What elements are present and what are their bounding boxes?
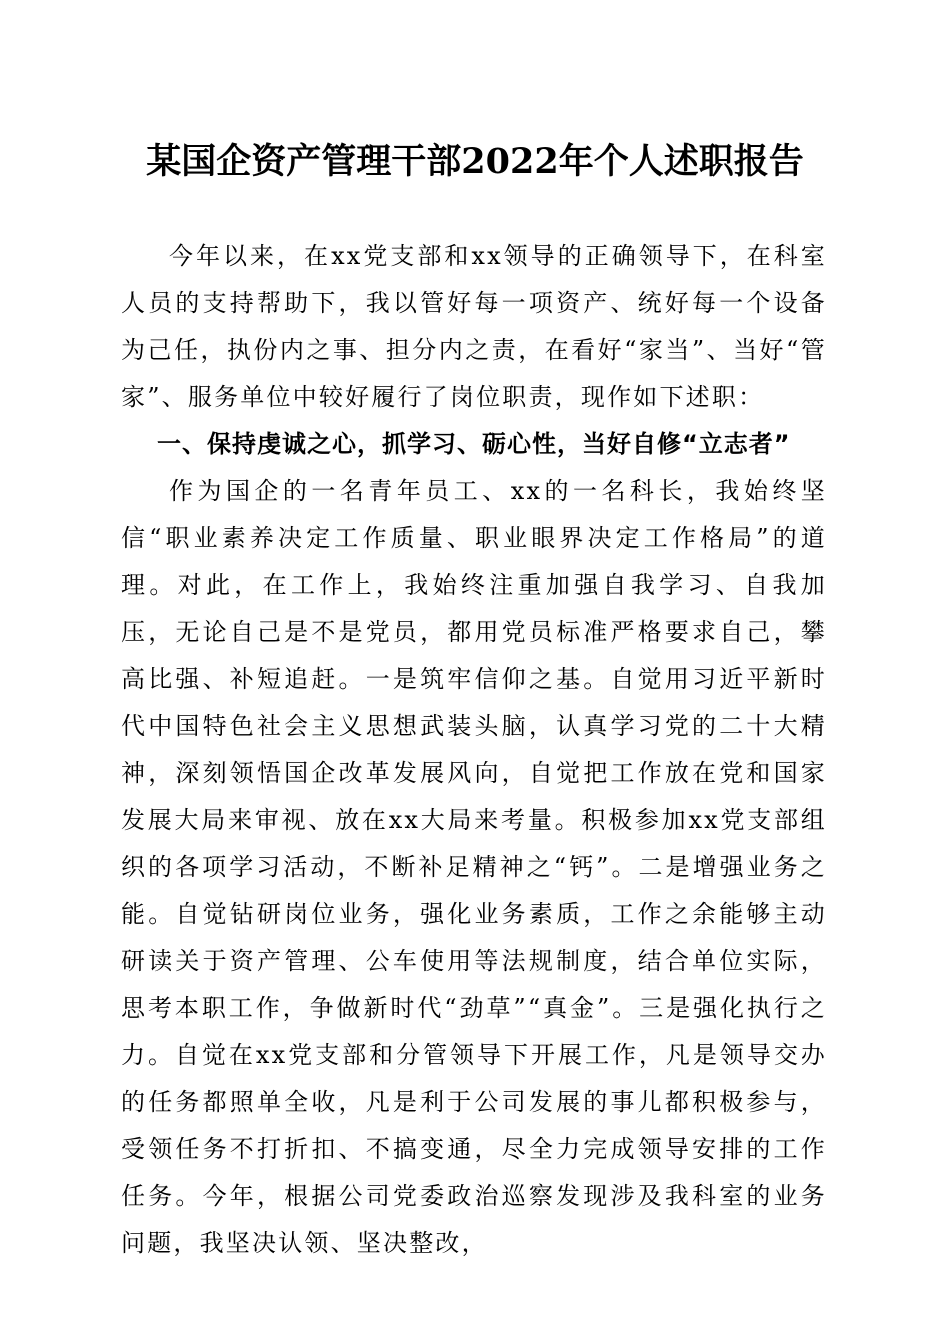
document-title: 某国企资产管理干部2022年个人述职报告: [146, 141, 804, 182]
section-1-paragraph: 作为国企的一名青年员工、xx的一名科长，我始终坚信“职业素养决定工作质量、职业眼界决定工作格局”的道理。对此，在工作上，我始终注重加强自我学习、自我加压，无论自己是不是党员，都用党员标准严格要求自己，攀高比强、补短追赶。一是筑牢信仰之基。自觉用习近平新时代中国特色社会主义思想武装头脑，认真学习党的二十大精神，深刻领悟国企改革发展风向，自觉把工作放在党和国家发展大局来审视、放在xx大局来考量。积极参加xx党支部组织的各项学习活动，不断补足精神之“钙”。二是增强业务之能。自觉钻研岗位业务，强化业务素质，工作之余能够主动研读关于资产管理、公车使用等法规制度，结合单位实际，思考本职工作，争做新时代“劲草”“真金”。三是强化执行之力。自觉在xx党支部和分管领导下开展工作，凡是领导交办的任务都照单全收，凡是利于公司发展的事儿都积极参与，受领任务不打折扣、不搞变通，尽全力完成领导安排的工作任务。今年，根据公司党委政治巡察发现涉及我科室的业务问题，我坚决认领、坚决整改，: [121, 477, 827, 1257]
document-body: [121, 233, 827, 1267]
intro-paragraph: 今年以来，在xx党支部和xx领导的正确领导下，在科室人员的支持帮助下，我以管好每一项资产、统好每一个设备为己任，执份内之事、担分内之责，在看好“家当”、当好“管家”、服务单位中较好履行了岗位职责，现作如下述职：: [121, 242, 827, 411]
section-heading-1: 一、保持虔诚之心，抓学习、砺心性，当好自修“立志者”: [157, 430, 791, 458]
